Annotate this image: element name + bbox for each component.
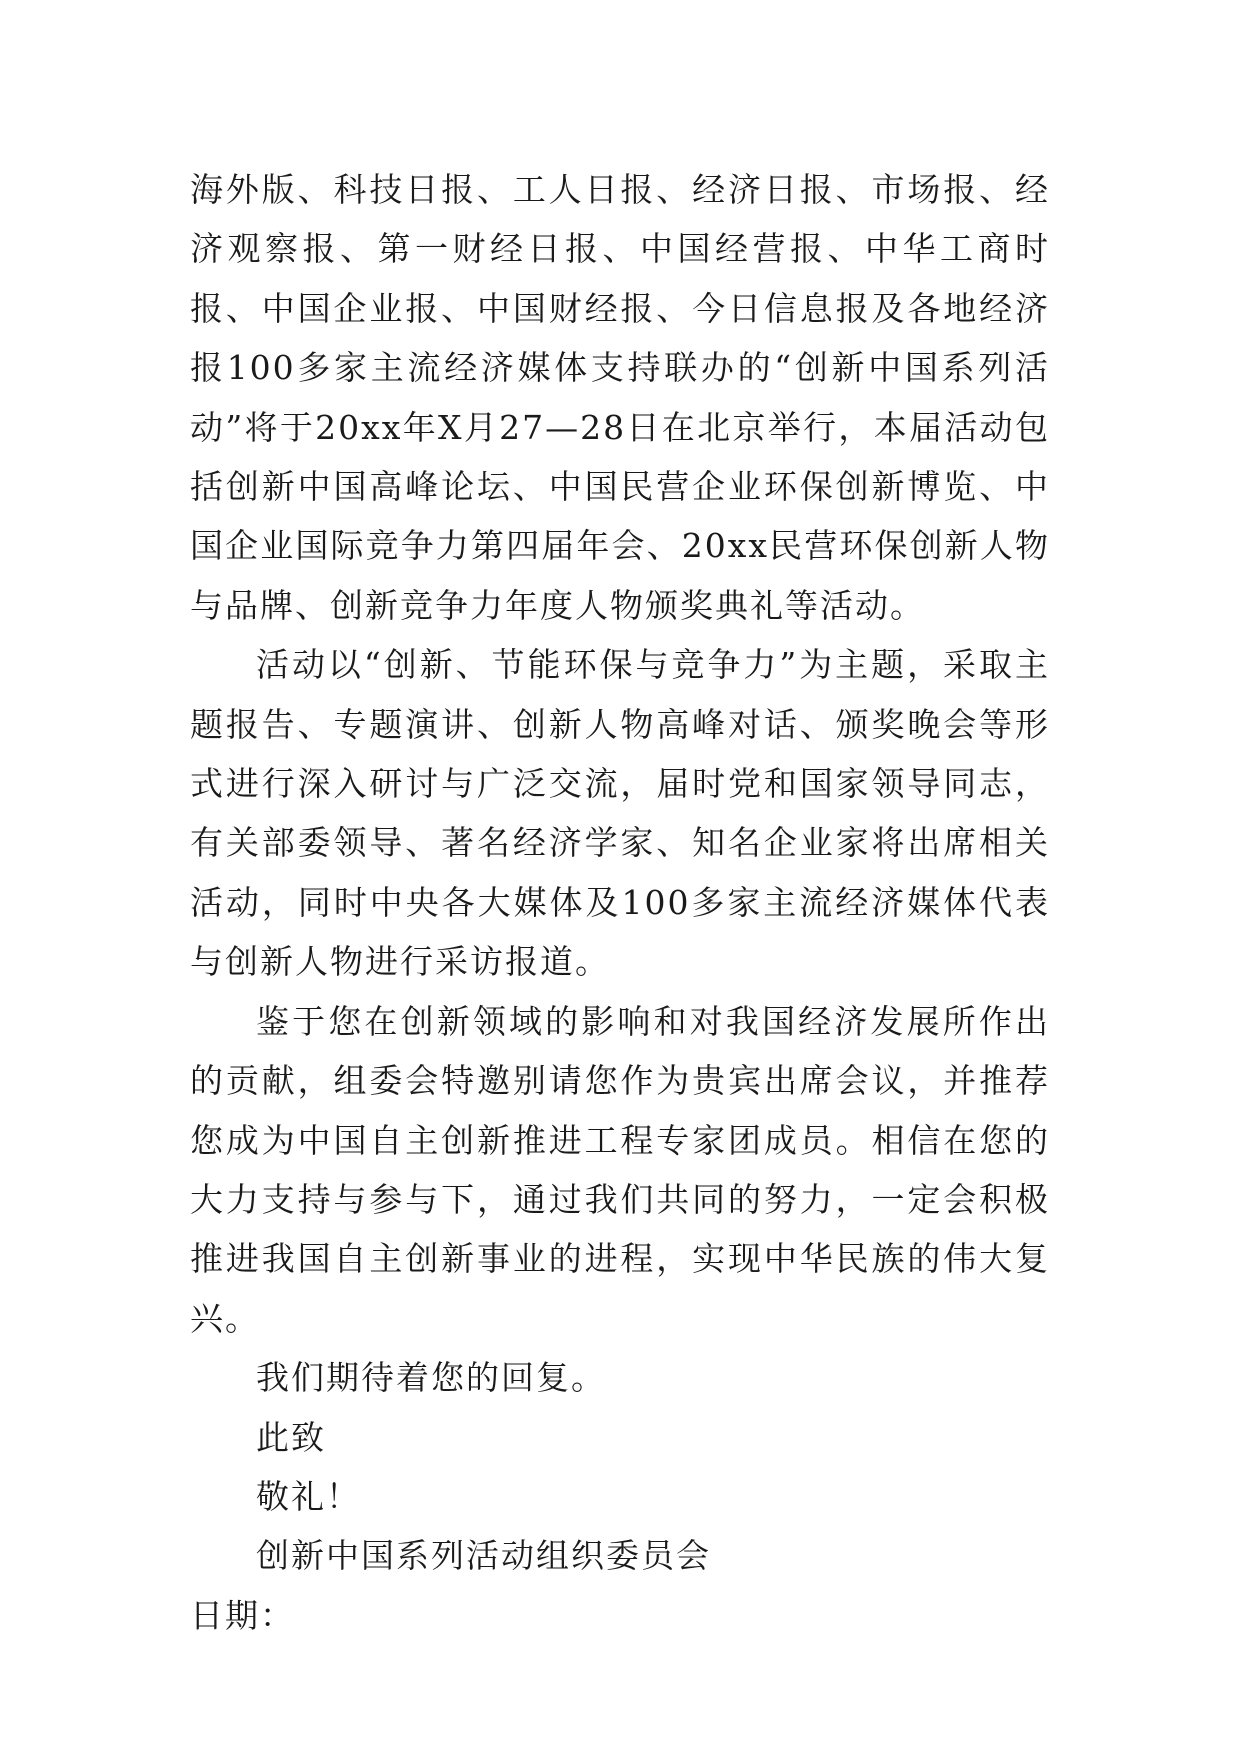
- paragraph-invitation: 鉴于您在创新领域的影响和对我国经济发展所作出的贡献，组委会特邀别请您作为贵宾出席会议，并推荐您成为中国自主创新推进工程专家团成员。相信在您的大力支持与参与下，通过我们共同的努力，一定会积极推进我国自主创新事业的进程，实现中华民族的伟大复兴。: [190, 1001, 1050, 1338]
- paragraph-activity-theme: 活动以“创新、节能环保与竞争力”为主题，采取主题报告、专题演讲、创新人物高峰对话、颁奖晚会等形式进行深入研讨与广泛交流，届时党和国家领导同志，有关部委领导、著名经济学家、知名企业家将出席相关活动，同时中央各大媒体及100多家主流经济媒体代表与创新人物进行采访报道。: [190, 645, 1050, 982]
- signature-organizer: 创新中国系列活动组织委员会: [256, 1536, 711, 1576]
- date-label: 日期：: [190, 1595, 295, 1635]
- salutation-cizhi: 此致: [256, 1417, 326, 1457]
- letter-body: [190, 160, 1050, 1645]
- paragraph-media-list: 海外版、科技日报、工人日报、经济日报、市场报、经济观察报、第一财经日报、中国经营报、中华工商时报、中国企业报、中国财经报、今日信息报及各地经济报100多家主流经济媒体支持联办的“创新中国系列活动”将于20xx年X月27—28日在北京举行，本届活动包括创新中国高峰论坛、中国民营企业环保创新博览、中国企业国际竞争力第四届年会、20xx民营环保创新人物与品牌、创新竞争力年度人物颁奖典礼等活动。: [190, 170, 1050, 625]
- salutation-jingli: 敬礼！: [256, 1476, 361, 1516]
- closing-wish: 我们期待着您的回复。: [256, 1358, 606, 1398]
